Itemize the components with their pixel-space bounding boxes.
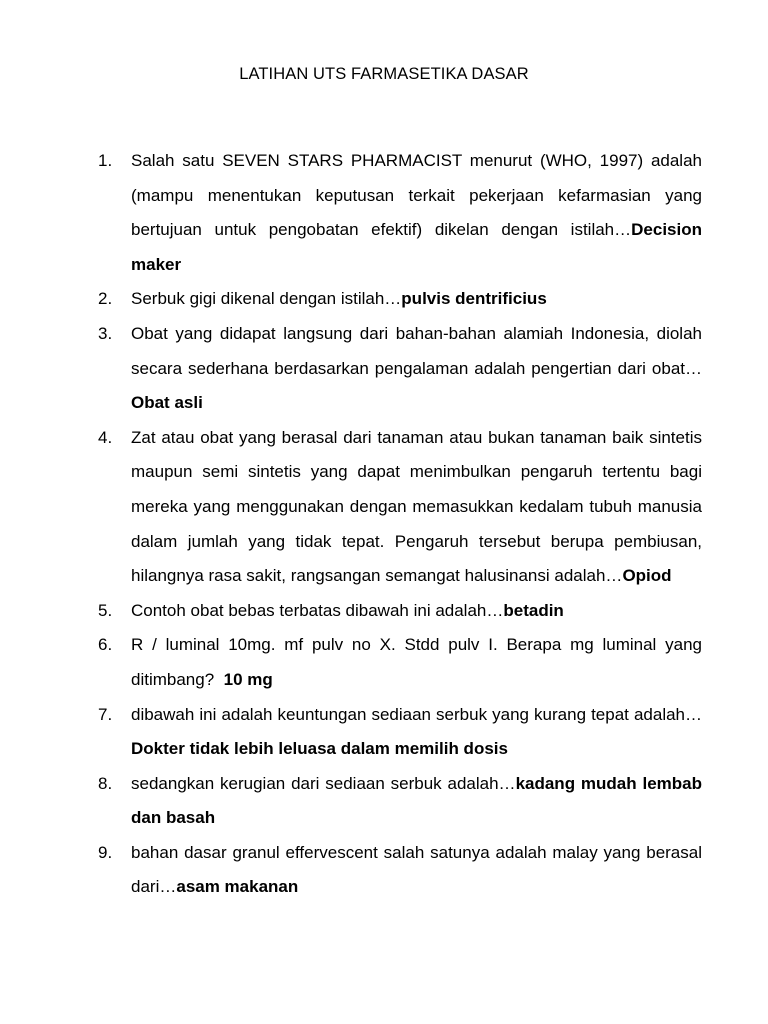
question-text: Serbuk gigi dikenal dengan istilah… xyxy=(131,289,402,309)
question-number: 8. xyxy=(98,773,113,793)
question-answer: Dokter tidak lebih leluasa dalam memilih dosis xyxy=(131,739,508,759)
question-number: 5. xyxy=(98,600,113,620)
question-list xyxy=(98,144,707,905)
question-answer: 10 mg xyxy=(223,669,273,689)
question-item xyxy=(98,421,702,594)
question-answer: pulvis dentrificius xyxy=(401,289,547,309)
question-text: Zat atau obat yang berasal dari tanaman atau bukan tanaman baik sintetis maupun semi sintetis yang dapat menimbulkan pengaruh tertentu bagi mereka yang menggunakan dengan memasukkan kedalam tubuh manusia dalam jumlah yang tidak tepat. Pengaruh tersebut berupa pembiusan, hilangnya rasa sakit, rangsangan semangat halusinansi adalah… xyxy=(131,427,702,586)
question-answer: kadang mudah lembab dan basah xyxy=(131,773,702,828)
question-number: 1. xyxy=(98,151,113,170)
question-text: bahan dasar granul effervescent salah satunya adalah malay yang berasal dari… xyxy=(131,842,702,897)
question-number: 6. xyxy=(98,635,113,655)
question-answer: betadin xyxy=(503,600,564,620)
question-text: R / luminal 10mg. mf pulv no X. Stdd pulv I. Berapa mg luminal yang ditimbang? xyxy=(131,635,707,689)
question-number: 2. xyxy=(98,289,113,309)
question-answer: Opiod xyxy=(622,566,672,586)
question-number: 9. xyxy=(98,842,113,862)
question-number: 7. xyxy=(98,704,113,724)
question-item xyxy=(98,144,702,282)
question-number: 3. xyxy=(98,323,113,343)
question-item xyxy=(98,317,702,421)
question-text: Obat yang didapat langsung dari bahan-bahan alamiah Indonesia, diolah secara sederhana berdasarkan pengalaman adalah pengertian dari obat… xyxy=(131,323,702,378)
question-text: sedangkan kerugian dari sediaan serbuk adalah… xyxy=(131,773,516,793)
question-answer: Decision maker xyxy=(131,220,702,274)
question-item xyxy=(98,628,707,697)
question-item xyxy=(98,594,702,629)
question-text: Salah satu SEVEN STARS PHARMACIST menurut (WHO, 1997) adalah (mampu menentukan keputusan terkait pekerjaan kefarmasian yang bertujuan untuk pengobatan efektif) dikelan dengan istilah… xyxy=(131,151,702,240)
question-answer: asam makanan xyxy=(176,877,299,897)
question-item xyxy=(98,698,702,767)
question-text: dibawah ini adalah keuntungan sediaan serbuk yang kurang tepat adalah… xyxy=(131,704,702,724)
question-number: 4. xyxy=(98,427,113,447)
document-title: LATIHAN UTS FARMASETIKA DASAR xyxy=(239,65,529,83)
question-text: Contoh obat bebas terbatas dibawah ini adalah… xyxy=(131,600,504,620)
question-item xyxy=(98,767,702,836)
question-answer: Obat asli xyxy=(131,393,203,413)
question-item xyxy=(98,282,702,317)
question-item xyxy=(98,836,702,905)
